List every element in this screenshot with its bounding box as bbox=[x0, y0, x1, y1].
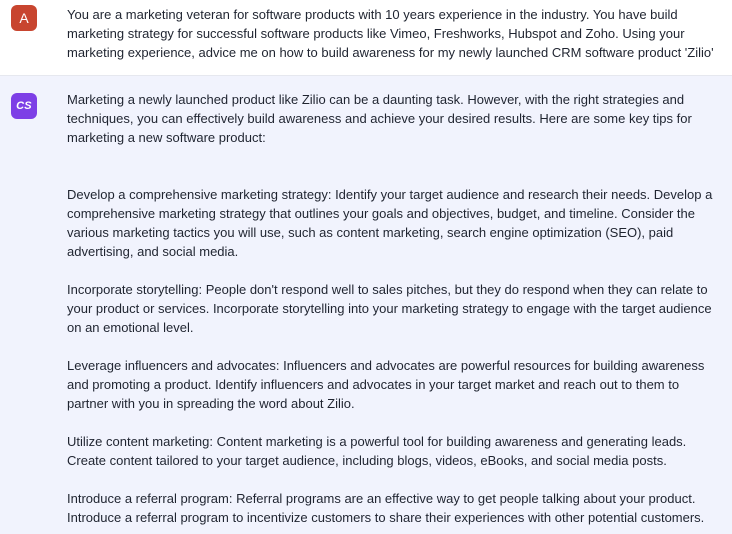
assistant-message bbox=[0, 76, 732, 534]
assistant-intro-paragraph: Marketing a newly launched product like Zilio can be a daunting task. However, with the right strategies and techniques, you can effectively build awareness and achieve your desired results. Here are some key tips for marketing a new software product: bbox=[67, 92, 692, 145]
assistant-message-text bbox=[67, 90, 723, 534]
user-message-text bbox=[67, 5, 723, 62]
user-message-paragraph: You are a marketing veteran for software products with 10 years experience in the industry. You have build marketing strategy for successful software products like Vimeo, Freshworks, Hubspot and Zoho. Using your marketing experience, advice me on how to build awareness for my newly launched CRM software product 'Zilio' bbox=[67, 7, 714, 60]
tip-paragraph: Incorporate storytelling: People don't respond well to sales pitches, but they do respond when they can relate to your product or services. Incorporate storytelling into your marketing strategy to engage with the target audience on an emotional level. bbox=[67, 282, 712, 335]
tip-paragraph: Introduce a referral program: Referral programs are an effective way to get people talking about your product. Introduce a referral program to incentivize customers to share their experiences with other potential customers. bbox=[67, 491, 705, 525]
user-message bbox=[0, 0, 732, 76]
tip-paragraph: Develop a comprehensive marketing strategy: Identify your target audience and research their needs. Develop a comprehensive marketing strategy that outlines your goals and objectives, budget, and timeline. Consider the various marketing tactics you will use, such as content marketing, search engine optimization (SEO), paid advertising, and social media. bbox=[67, 187, 713, 259]
tip-paragraph: Leverage influencers and advocates: Influencers and advocates are powerful resources for building awareness and promoting a product. Identify influencers and advocates in your target market and reach out to them to partner with you in spreading the word about Zilio. bbox=[67, 358, 705, 411]
user-avatar: A bbox=[11, 5, 37, 31]
assistant-avatar: CS bbox=[11, 93, 37, 119]
tip-paragraph: Utilize content marketing: Content marketing is a powerful tool for building awareness and generating leads. Create content tailored to your target audience, including blogs, videos, eBooks, and social media posts. bbox=[67, 434, 687, 468]
